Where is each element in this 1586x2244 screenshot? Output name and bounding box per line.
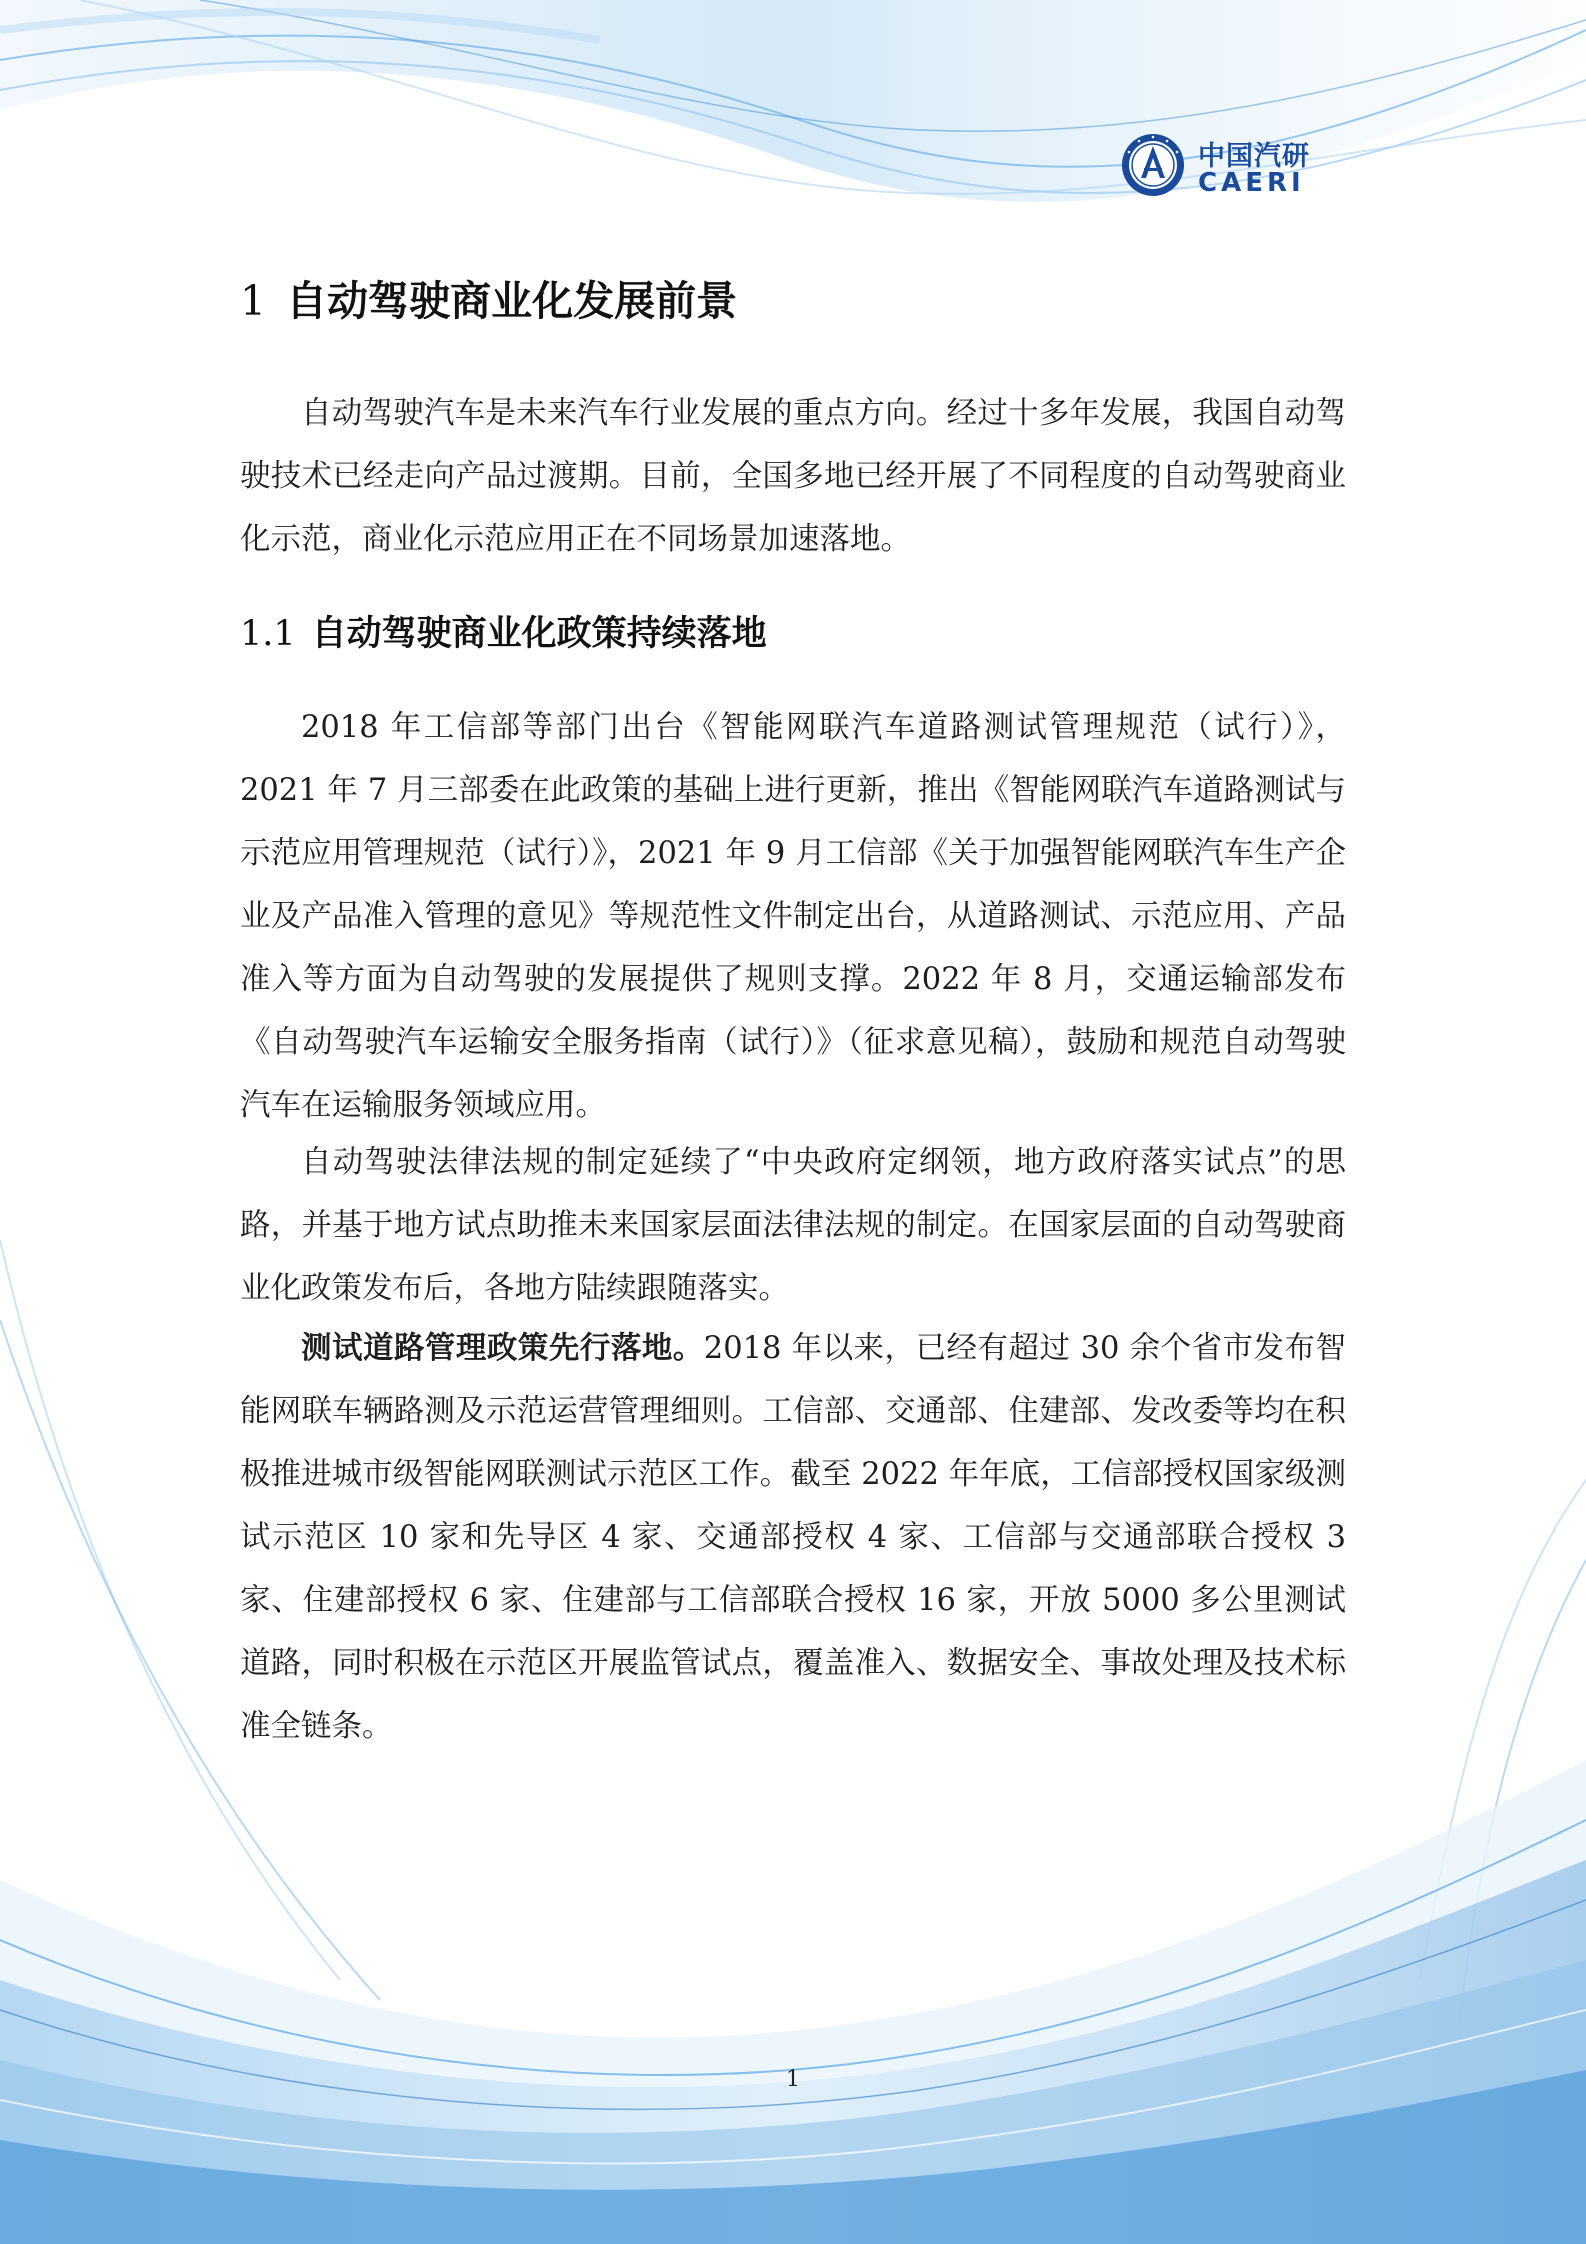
testing-paragraph-body: 2018 年以来，已经有超过 30 余个省市发布智能网联车辆路测及示范运营管理细则。工信部、交通部、住建部、发改委等均在积极推进城市级智能网联测试示范区工作。截至 2022 年年底，工信部授权国家级测试示范区 10 家和先导区 4 家、交通部授权 4 家、工信部与交通部联合授权 3 家、住建部授权 6 家、住建部与工信部联合授权 16 家，开放 5000 多公里测试道路，同时积极在示范区开展监管试点，覆盖准入、数据安全、事故处理及技术标准全链条。 (240, 1331, 1347, 1744)
logo-text-english: CAERI (1198, 168, 1305, 198)
caeri-logo (1120, 128, 1350, 202)
subsection-title: 自动驾驶商业化政策持续落地 (311, 613, 767, 654)
intro-paragraph: 自动驾驶汽车是未来汽车行业发展的重点方向。经过十多年发展，我国自动驾驶技术已经走向产品过渡期。目前，全国多地已经开展了不同程度的自动驾驶商业化示范，商业化示范应用正在不同场景加速落地。 (240, 396, 1346, 557)
section-heading (240, 268, 737, 327)
testing-paragraph-lead: 测试道路管理政策先行落地。 (301, 1330, 704, 1366)
testing-paragraph (240, 1317, 1346, 1758)
section-number: 1 (240, 277, 267, 325)
caeri-seal-icon (1120, 132, 1186, 198)
law-paragraph: 自动驾驶法律法规的制定延续了“中央政府定纲领，地方政府落实试点”的思路，并基于地方试点助推未来国家层面法律法规的制定。在国家层面的自动驾驶商业化政策发布后，各地方陆续跟随落实。 (240, 1145, 1346, 1306)
policy-paragraph: 2018 年工信部等部门出台《智能网联汽车道路测试管理规范（试行）》，2021 年 7 月三部委在此政策的基础上进行更新，推出《智能网联汽车道路测试与示范应用管理规范（试行）》，2021 年 9 月工信部《关于加强智能网联汽车生产企业及产品准入管理的意见》等规范性文件制定出台，从道路测试、示范应用、产品准入等方面为自动驾驶的发展提供了规则支撑。2022 年 8 月，交通运输部发布《自动驾驶汽车运输安全服务指南（试行）》（征求意见稿），鼓励和规范自动驾驶汽车在运输服务领域应用。 (240, 710, 1346, 1123)
logo-text-chinese: 中国汽研 (1198, 141, 1310, 172)
subsection-number: 1.1 (240, 614, 296, 654)
page-number: 1 (786, 2067, 800, 2092)
subsection-heading (240, 606, 767, 656)
section-title: 自动驾驶商业化发展前景 (286, 277, 738, 325)
